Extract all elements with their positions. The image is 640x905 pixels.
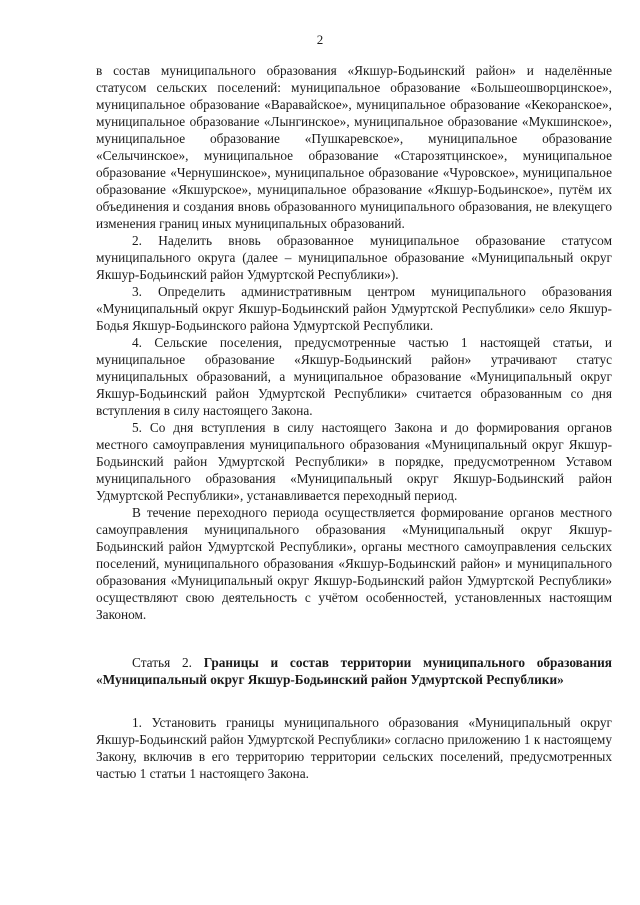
paragraph-continuation: в состав муниципального образования «Якшур-Бодьинский район» и наделённые статусом сельских поселений: муниципальное образование «Большеошворцинское», муниципальное образование «Варавайское», муниципальное образование «Кекоранское», муниципальное образование «Лынгинское», муниципальное образование «Мукшинское», муниципальное образование «Пушкаревское», муниципальное образование «Селычинское», муниципальное образование «Старозятцинское», муниципальное образование «Чернушинское», муниципальное образование «Чуровское», муниципальное образование «Якшурское», муниципальное образование «Якшур-Бодьинское», путём их объединения и создания вновь образованного муниципального образования, не влекущего изменения границ иных муниципальных образований. <box>96 63 612 231</box>
paragraph-item-3: 3. Определить административным центром муниципального образования «Муниципальный округ Якшур-Бодьинский район Удмуртской Республики» село Якшур-Бодья Якшур-Бодьинского района Удмуртской Республики. <box>96 284 612 333</box>
page-number: 2 <box>316 32 324 47</box>
paragraph-item-4: 4. Сельские поселения, предусмотренные частью 1 настоящей статьи, и муниципальное образование «Якшур-Бодьинский район» утрачивают статус муниципальных образований, а муниципальное образование «Муниципальный округ Якшур-Бодьинский район Удмуртской Республики» считается образованным со дня вступления в силу настоящего Закона. <box>96 335 612 418</box>
article-2-title: Границы и состав территории муниципального образования «Муниципальный округ Якшур-Бодьинский район Удмуртской Республики» <box>96 655 612 687</box>
paragraph-item-2: 2. Наделить вновь образованное муниципальное образование статусом муниципального округа (далее – муниципальное образование «Муниципальный округ Якшур-Бодьинский район Удмуртской Республики»). <box>96 233 612 282</box>
article-2-heading <box>96 654 612 688</box>
article-2-label: Статья 2. <box>132 655 204 670</box>
article-2-paragraph-1: 1. Установить границы муниципального образования «Муниципальный округ Якшур-Бодьинский район Удмуртской Республики» согласно приложению 1 к настоящему Закону, включив в его территорию территории сельских поселений, предусмотренных частью 1 статьи 1 настоящего Закона. <box>96 715 612 781</box>
paragraph-transition-period: В течение переходного периода осуществляется формирование органов местного самоуправления муниципального образования «Муниципальный округ Якшур-Бодьинский район Удмуртской Республики», органы местного самоуправления сельских поселений, муниципального образования «Якшур-Бодьинский район» и муниципального образования «Муниципальный округ Якшур-Бодьинский район Удмуртской Республики» осуществляют свою деятельность с учётом особенностей, установленных настоящим Законом. <box>96 505 612 622</box>
document-body <box>96 62 612 782</box>
paragraph-item-5: 5. Со дня вступления в силу настоящего Закона и до формирования органов местного самоуправления муниципального образования «Муниципальный округ Якшур-Бодьинский район Удмуртской Республики» в порядке, предусмотренном Уставом муниципального образования «Муниципальный округ Якшур-Бодьинский район Удмуртской Республики», устанавливается переходный период. <box>96 420 612 503</box>
